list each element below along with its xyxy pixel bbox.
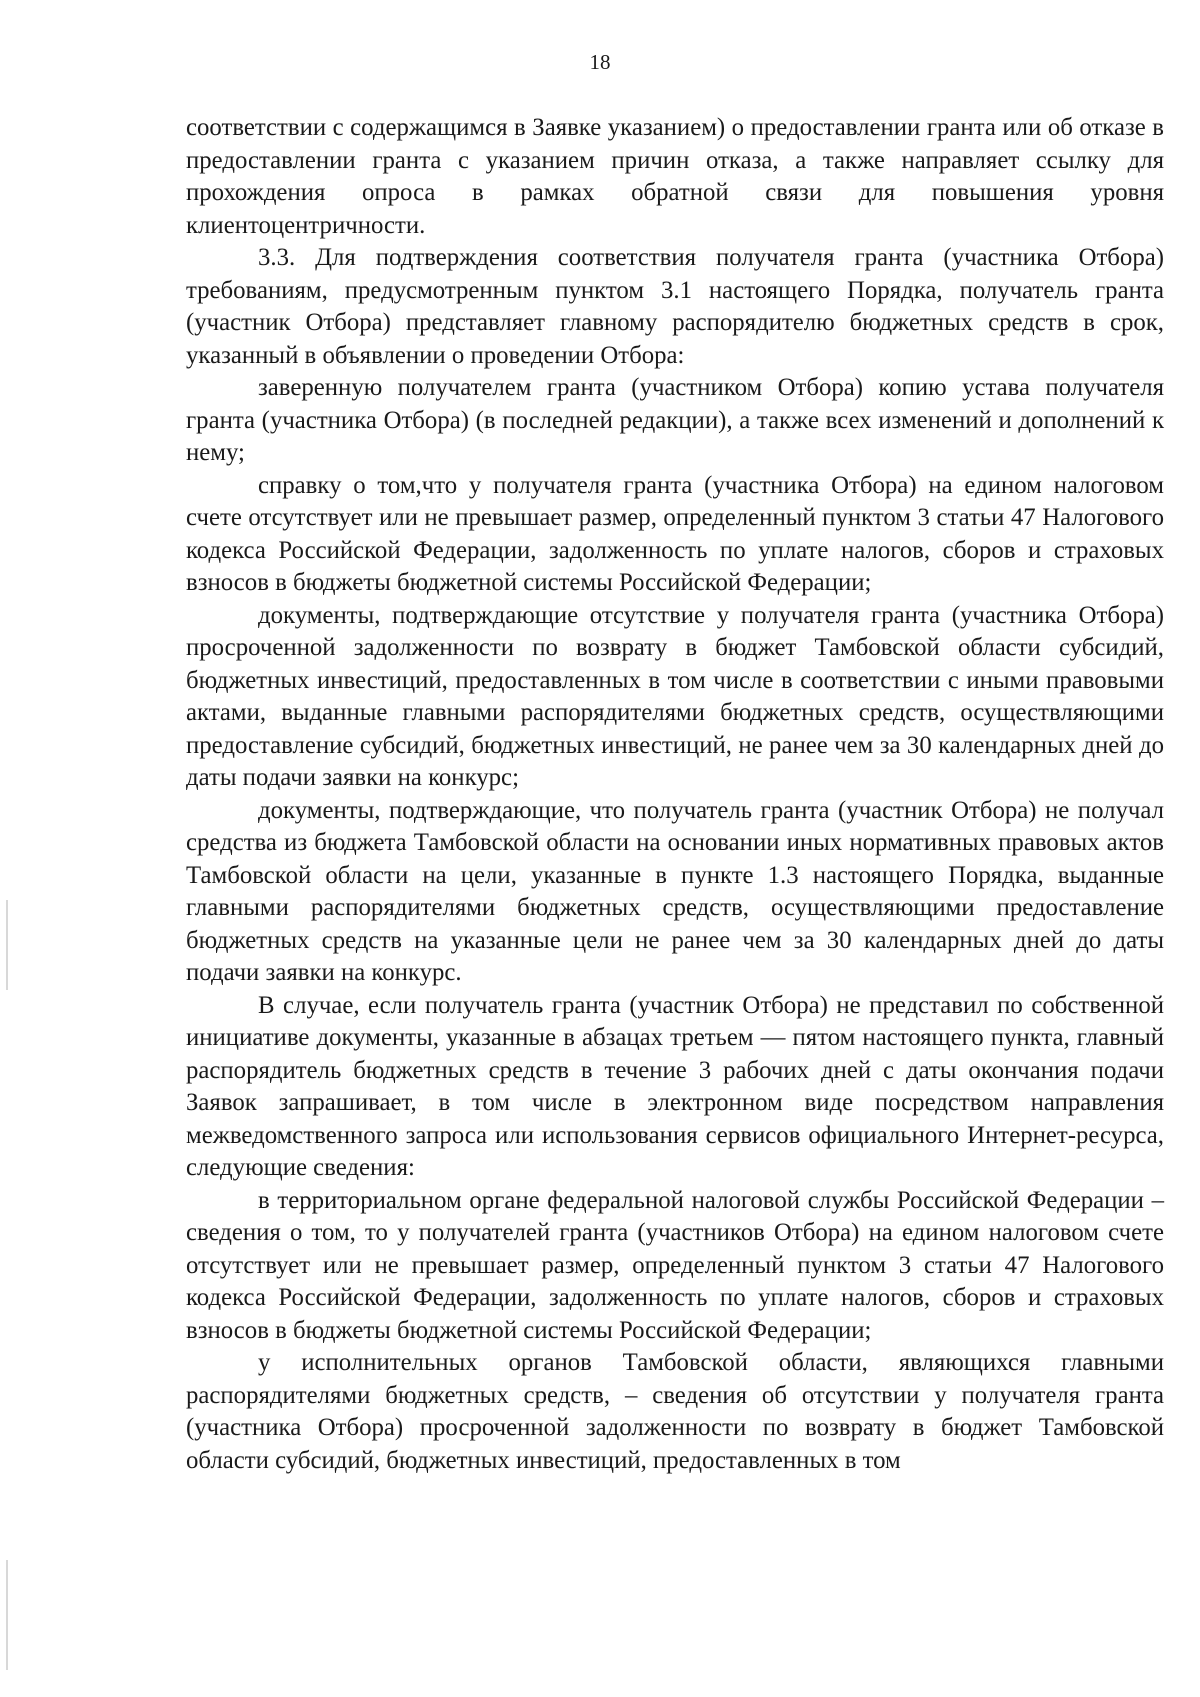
paragraph: справку о том,что у получателя гранта (участника Отбора) на едином налоговом счете отсутствует или не превышает размер, определенный пунктом 3 статьи 47 Налогового кодекса Российской Федерации, задолженность по уплате налогов, сборов и страховых взносов в бюджеты бюджетной системы Российской Федерации; xyxy=(186,471,1164,596)
paragraph: В случае, если получатель гранта (участник Отбора) не представил по собственной инициативе документы, указанные в абзацах третьем — пятом настоящего пункта, главный распорядитель бюджетных средств в течение 3 рабочих дней с даты окончания подачи Заявок запрашивает, в том числе в электронном виде посредством направления межведомственного запроса или использования сервисов официального Интернет-ресурса, следующие сведения: xyxy=(186,991,1164,1181)
paragraph: документы, подтверждающие, что получатель гранта (участник Отбора) не получал средства из бюджета Тамбовской области на основании иных нормативных правовых актов Тамбовской области на цели, указанные в пункте 1.3 настоящего Порядка, выданные главными распорядителями бюджетных средств, осуществляющими предоставление бюджетных средств на указанные цели не ранее чем за 30 календарных дней до даты подачи заявки на конкурс. xyxy=(186,796,1164,986)
paragraph: в территориальном органе федеральной налоговой службы Российской Федерации – сведения о том, то у получателей гранта (участников Отбора) на едином налоговом счете отсутствует или не превышает размер, определенный пунктом 3 статьи 47 Налогового кодекса Российской Федерации, задолженность по уплате налогов, сборов и страховых взносов в бюджеты бюджетной системы Российской Федерации; xyxy=(186,1186,1164,1344)
paragraph: соответствии с содержащимся в Заявке указанием) о предоставлении гранта или об отказе в предоставлении гранта с указанием причин отказа, а также направляет ссылку для прохождения опроса в рамках обратной связи для повышения уровня клиентоцентричности. xyxy=(186,114,1164,239)
paragraph: заверенную получателем гранта (участником Отбора) копию устава получателя гранта (участника Отбора) (в последней редакции), а также всех изменений и дополнений к нему; xyxy=(186,374,1164,466)
paragraph: документы, подтверждающие отсутствие у получателя гранта (участника Отбора) просроченной задолженности по возврату в бюджет Тамбовской области субсидий, бюджетных инвестиций, предоставленных в том числе в соответствии с иными правовыми актами, выданные главными распорядителями бюджетных средств, осуществляющими предоставление субсидий, бюджетных инвестиций, не ранее чем за 30 календарных дней до даты подачи заявки на конкурс; xyxy=(186,601,1164,791)
document-body xyxy=(186,112,1164,1477)
page-number: 18 xyxy=(589,50,611,74)
scan-edge-mark xyxy=(6,1560,8,1670)
paragraph: у исполнительных органов Тамбовской области, являющихся главными распорядителями бюджетных средств, – сведения об отсутствии у получателя гранта (участника Отбора) просроченной задолженности по возврату в бюджет Тамбовской области субсидий, бюджетных инвестиций, предоставленных в том xyxy=(186,1349,1164,1474)
scan-edge-mark xyxy=(6,900,8,990)
paragraph: 3.3. Для подтверждения соответствия получателя гранта (участника Отбора) требованиям, предусмотренным пунктом 3.1 настоящего Порядка, получатель гранта (участник Отбора) представляет главному распорядителю бюджетных средств в срок, указанный в объявлении о проведении Отбора: xyxy=(186,244,1164,369)
